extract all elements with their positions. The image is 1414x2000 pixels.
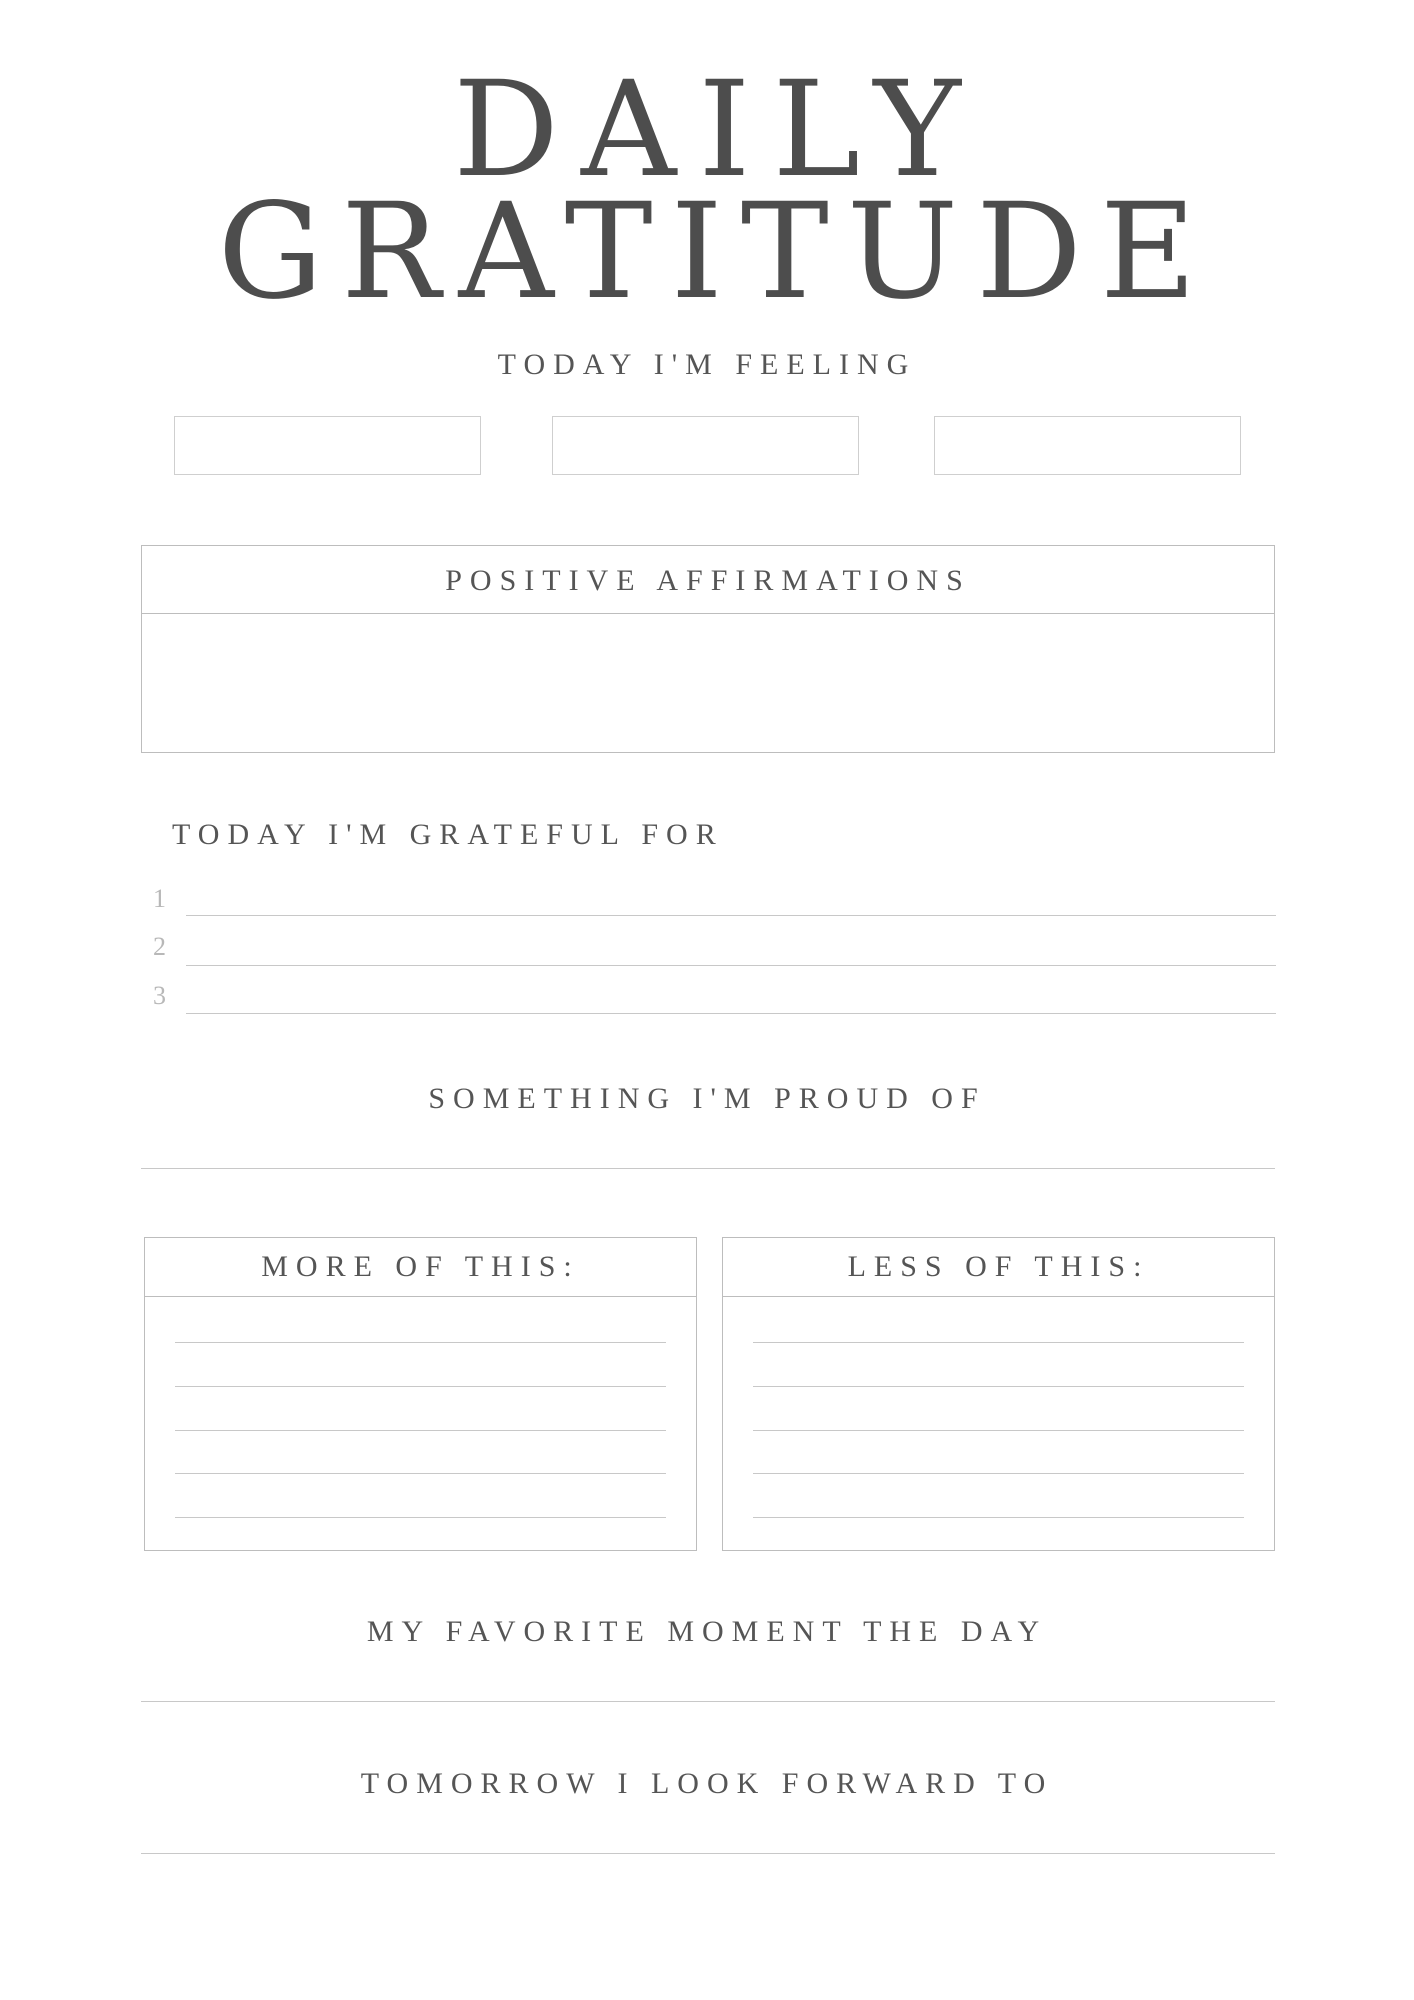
feeling-box-1[interactable]	[174, 416, 481, 475]
feeling-box-2[interactable]	[552, 416, 859, 475]
proud-line[interactable]	[141, 1168, 1275, 1169]
less-line-3[interactable]	[753, 1430, 1244, 1431]
more-line-4[interactable]	[175, 1473, 666, 1474]
more-of-this-divider	[145, 1296, 696, 1297]
more-of-this-box	[144, 1237, 697, 1551]
grateful-number-3: 3	[153, 981, 166, 1010]
proud-label: SOMETHING I'M PROUD OF	[428, 1082, 986, 1115]
more-line-1[interactable]	[175, 1342, 666, 1343]
less-of-this-divider	[723, 1296, 1274, 1297]
more-line-2[interactable]	[175, 1386, 666, 1387]
more-line-5[interactable]	[175, 1517, 666, 1518]
affirmations-divider	[142, 613, 1274, 614]
less-line-1[interactable]	[753, 1342, 1244, 1343]
grateful-line-3[interactable]	[186, 1013, 1276, 1014]
favorite-moment-line[interactable]	[141, 1701, 1275, 1702]
feeling-label: TODAY I'M FEELING	[497, 348, 917, 381]
less-of-this-box	[722, 1237, 1275, 1551]
grateful-number-1: 1	[153, 884, 166, 913]
more-line-3[interactable]	[175, 1430, 666, 1431]
grateful-line-1[interactable]	[186, 915, 1276, 916]
more-of-this-label: MORE OF THIS:	[261, 1250, 580, 1283]
less-line-2[interactable]	[753, 1386, 1244, 1387]
affirmations-box	[141, 545, 1275, 753]
favorite-moment-label: MY FAVORITE MOMENT THE DAY	[366, 1615, 1048, 1648]
grateful-number-2: 2	[153, 932, 166, 961]
feeling-box-3[interactable]	[934, 416, 1241, 475]
less-line-5[interactable]	[753, 1517, 1244, 1518]
affirmations-label: POSITIVE AFFIRMATIONS	[445, 564, 971, 597]
page-title-line-1: DAILY	[453, 53, 983, 207]
less-line-4[interactable]	[753, 1473, 1244, 1474]
tomorrow-line[interactable]	[141, 1853, 1275, 1854]
grateful-label: TODAY I'M GRATEFUL FOR	[172, 818, 724, 851]
grateful-line-2[interactable]	[186, 965, 1276, 966]
affirmations-field[interactable]	[142, 615, 1274, 752]
less-of-this-label: LESS OF THIS:	[847, 1250, 1150, 1283]
tomorrow-label: TOMORROW I LOOK FORWARD TO	[360, 1767, 1054, 1800]
page-title-line-2: GRATITUDE	[217, 175, 1215, 329]
